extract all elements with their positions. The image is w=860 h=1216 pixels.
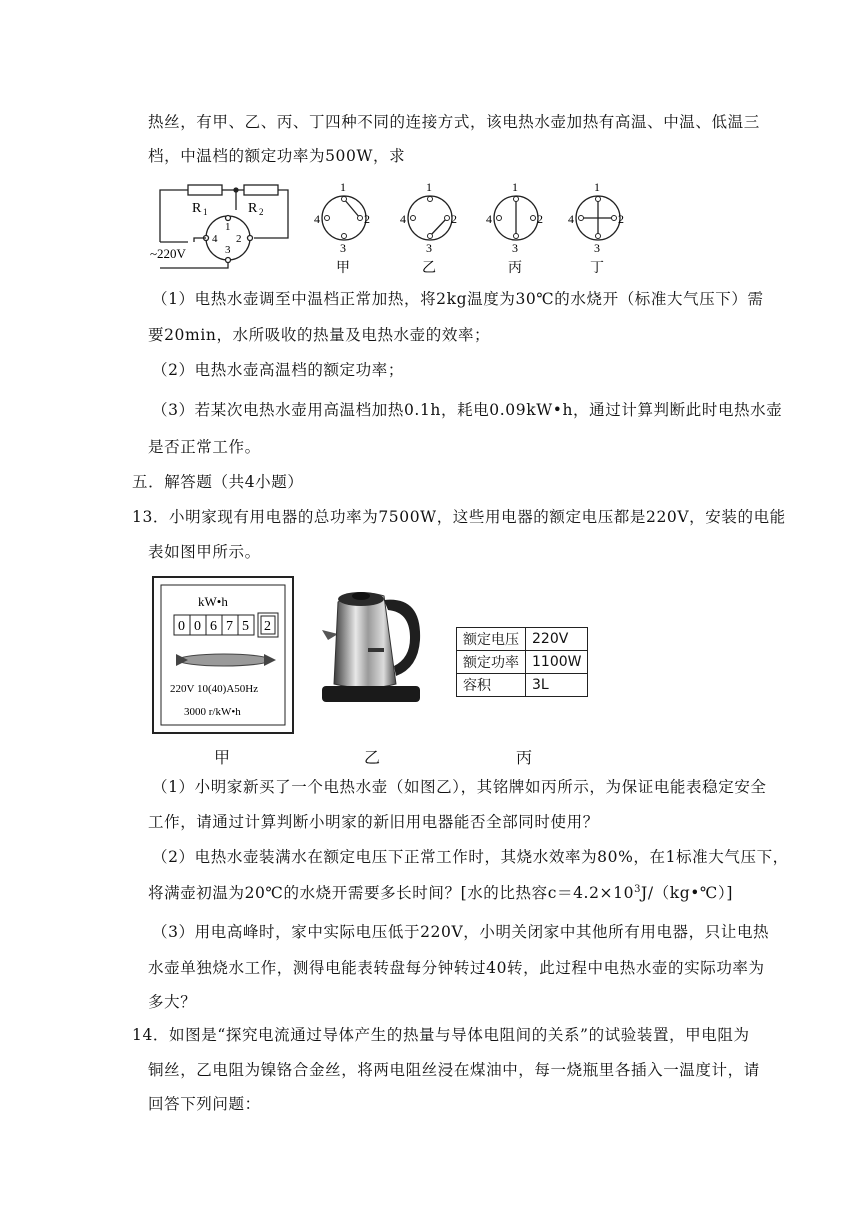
svg-text:4: 4 [400, 212, 406, 226]
svg-text:2: 2 [618, 212, 624, 226]
svg-text:3: 3 [594, 241, 600, 255]
nameplate-value: 3L [526, 674, 588, 697]
p13-q3-line3: 多大？ [148, 993, 197, 1011]
svg-text:7: 7 [226, 619, 233, 634]
svg-text:6: 6 [210, 619, 217, 634]
svg-text:乙: 乙 [422, 261, 436, 276]
figure-label-bing: 丙 [516, 748, 533, 767]
p13-q1-line1: （1）小明家新买了一个电热水壶（如图乙），其铭牌如丙所示，为保证电能表稳定安全 [152, 778, 767, 796]
p14-line1: 14．如图是“探究电流通过导体产生的热量与导体电阻间的关系”的试验装置，甲电阻为 [132, 1026, 750, 1044]
p12-q1-line2: 要20min，水所吸收的热量及电热水壶的效率； [148, 326, 491, 344]
p13-q3-line2: 水壶单独烧水工作，测得电能表转盘每分钟转过40转，此过程中电热水壶的实际功率为 [148, 959, 765, 977]
svg-text:1: 1 [203, 207, 208, 217]
svg-text:R: R [192, 201, 202, 216]
table-row [457, 674, 588, 697]
svg-text:4: 4 [568, 212, 574, 226]
nameplate-value: 220V [526, 628, 588, 651]
p13-q1-line2: 工作，请通过计算判断小明家的新旧用电器能否全部同时使用？ [148, 813, 599, 831]
svg-text:3: 3 [225, 244, 231, 256]
p12-line2: 档，中温档的额定功率为500W，求 [148, 147, 406, 165]
section-heading: 五．解答题（共4小题） [132, 473, 304, 491]
p12-q3-line2: 是否正常工作。 [148, 438, 261, 456]
svg-text:2: 2 [451, 212, 457, 226]
nameplate-label: 额定功率 [457, 651, 526, 674]
svg-text:220V 10(40)A50Hz: 220V 10(40)A50Hz [170, 683, 259, 695]
p13-line2: 表如图甲所示。 [148, 543, 261, 561]
p13-q2-line1: （2）电热水壶装满水在额定电压下正常工作时，其烧水效率为80%，在1标准大气压下， [152, 848, 789, 866]
p12-q3-line1: （3）若某次电热水壶用高温档加热0.1h，耗电0.09kW•h，通过计算判断此时电热水壶 [152, 401, 783, 419]
svg-text:4: 4 [212, 233, 218, 245]
svg-text:3: 3 [426, 241, 432, 255]
switch-diagrams [300, 178, 640, 278]
svg-text:kW•h: kW•h [198, 594, 228, 609]
p12-q1-line1: （1）电热水壶调至中温档正常加热，将2kg温度为30℃的水烧开（标准大气压下）需 [152, 290, 764, 308]
circuit-diagram [148, 180, 293, 272]
svg-text:3: 3 [512, 241, 518, 255]
svg-text:甲: 甲 [336, 261, 350, 276]
svg-text:1: 1 [594, 180, 600, 194]
p13-q2-line2: 将满壶初温为20℃的水烧开需要多长时间？[水的比热容$c=4.2\times 10^3J/(kg•℃)$] [148, 883, 733, 902]
svg-text:2: 2 [264, 619, 271, 634]
svg-text:0: 0 [194, 619, 201, 634]
svg-text:~220V: ~220V [150, 246, 186, 261]
electric-meter [152, 576, 294, 734]
svg-text:3: 3 [340, 241, 346, 255]
svg-text:R: R [248, 201, 258, 216]
svg-text:3000 r/kW•h: 3000 r/kW•h [184, 706, 241, 718]
kettle-icon [318, 582, 428, 710]
p12-q2: （2）电热水壶高温档的额定功率； [152, 361, 404, 379]
nameplate-table [456, 627, 588, 697]
svg-text:1: 1 [340, 180, 346, 194]
svg-text:2: 2 [236, 233, 242, 245]
figure-label-jia: 甲 [214, 748, 231, 767]
figure-label-yi: 乙 [364, 748, 381, 767]
svg-text:5: 5 [242, 619, 249, 634]
svg-text:2: 2 [537, 212, 543, 226]
nameplate-value: 1100W [526, 651, 588, 674]
table-row [457, 628, 588, 651]
p13-line1: 13．小明家现有用电器的总功率为7500W，这些用电器的额定电压都是220V，安装的电能 [132, 508, 786, 526]
nameplate-label: 容积 [457, 674, 526, 697]
svg-text:1: 1 [512, 180, 518, 194]
p14-line2: 铜丝，乙电阻为镍铬合金丝，将两电阻丝浸在煤油中，每一烧瓶里各插入一温度计，请 [148, 1061, 760, 1079]
svg-text:1: 1 [426, 180, 432, 194]
svg-text:丙: 丙 [508, 261, 522, 276]
svg-text:0: 0 [178, 619, 185, 634]
p14-line3: 回答下列问题： [148, 1095, 261, 1113]
svg-text:2: 2 [364, 212, 370, 226]
p13-q3-line1: （3）用电高峰时，家中实际电压低于220V，小明关闭家中其他所有用电器，只让电热 [152, 923, 770, 941]
svg-text:1: 1 [225, 221, 231, 233]
svg-text:4: 4 [314, 212, 320, 226]
p12-line1: 热丝，有甲、乙、丙、丁四种不同的连接方式，该电热水壶加热有高温、中温、低温三 [148, 113, 760, 131]
svg-text:丁: 丁 [590, 261, 604, 276]
nameplate-label: 额定电压 [457, 628, 526, 651]
svg-text:4: 4 [486, 212, 492, 226]
svg-text:2: 2 [259, 207, 264, 217]
table-row [457, 651, 588, 674]
